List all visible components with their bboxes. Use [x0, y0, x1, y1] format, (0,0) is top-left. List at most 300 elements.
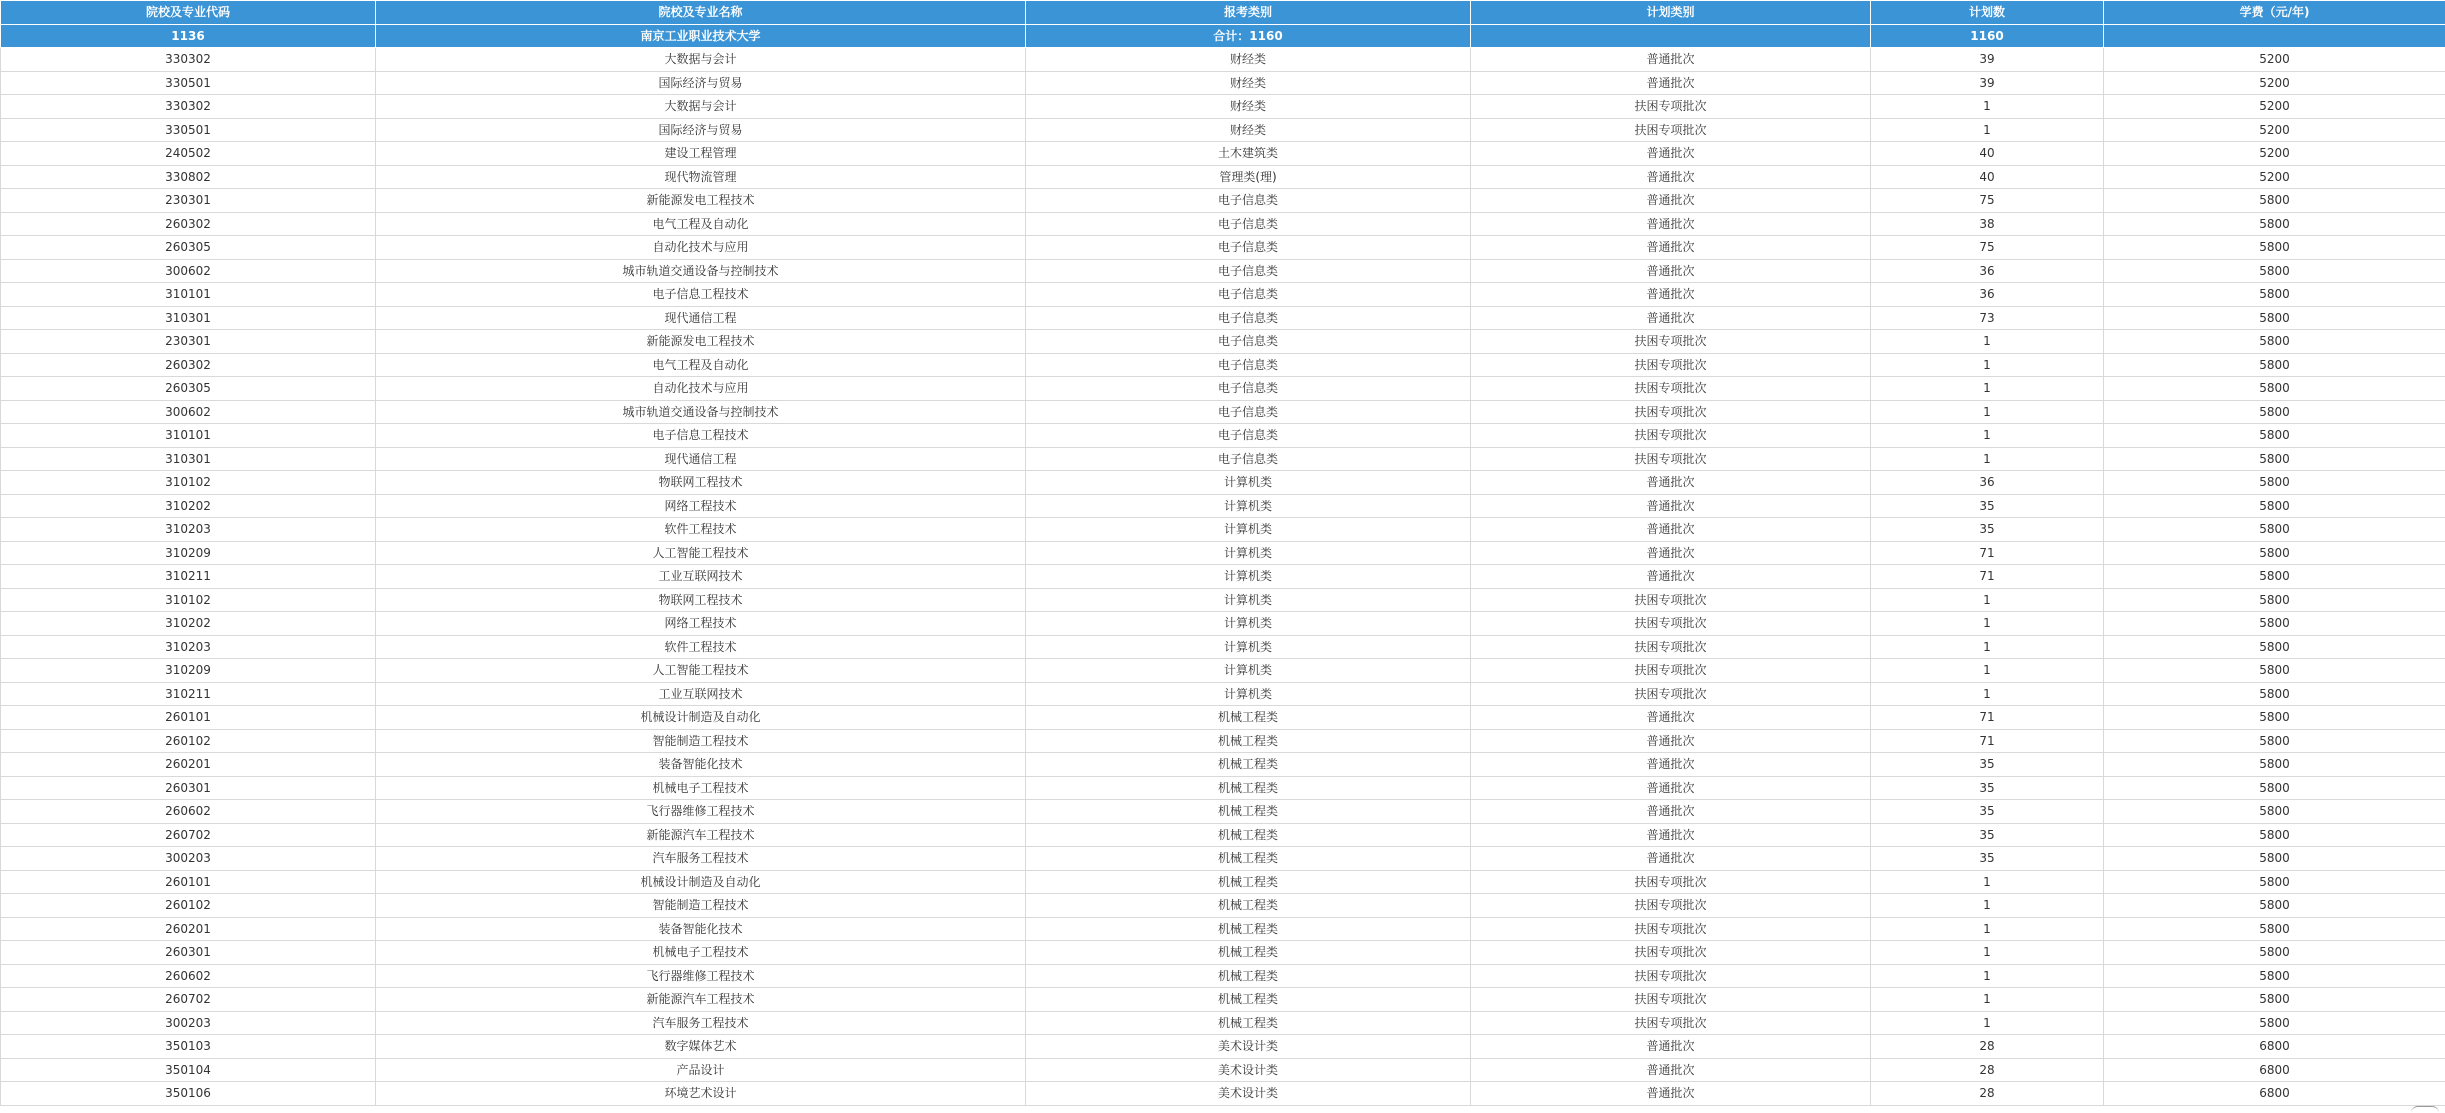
- plan-count: 40: [1871, 165, 2104, 189]
- major-code: 310203: [1, 635, 376, 659]
- major-name: 新能源汽车工程技术: [376, 823, 1026, 847]
- plan-type: 普通批次: [1471, 494, 1871, 518]
- major-name: 城市轨道交通设备与控制技术: [376, 400, 1026, 424]
- plan-type: 普通批次: [1471, 48, 1871, 72]
- plan-type: 扶困专项批次: [1471, 1011, 1871, 1035]
- table-row: [1, 753, 2445, 777]
- major-name: 物联网工程技术: [376, 588, 1026, 612]
- major-name: 建设工程管理: [376, 142, 1026, 166]
- major-name: 智能制造工程技术: [376, 894, 1026, 918]
- plan-count: 36: [1871, 471, 2104, 495]
- major-name: 新能源发电工程技术: [376, 189, 1026, 213]
- exam-category: 计算机类: [1026, 659, 1471, 683]
- plan-count: 36: [1871, 259, 2104, 283]
- plan-type: 扶困专项批次: [1471, 118, 1871, 142]
- major-name: 飞行器维修工程技术: [376, 964, 1026, 988]
- tuition-fee: 5200: [2104, 142, 2445, 166]
- plan-type: 普通批次: [1471, 259, 1871, 283]
- tuition-fee: 5200: [2104, 48, 2445, 72]
- plan-type: 普通批次: [1471, 1058, 1871, 1082]
- tuition-fee: 5800: [2104, 306, 2445, 330]
- major-code: 310209: [1, 541, 376, 565]
- exam-category: 计算机类: [1026, 588, 1471, 612]
- table-row: [1, 635, 2445, 659]
- plan-count: 1: [1871, 588, 2104, 612]
- plan-count: 1: [1871, 447, 2104, 471]
- tuition-fee: 5800: [2104, 400, 2445, 424]
- plan-count: 28: [1871, 1035, 2104, 1059]
- plan-type: 普通批次: [1471, 706, 1871, 730]
- major-name: 工业互联网技术: [376, 682, 1026, 706]
- plan-type: 扶困专项批次: [1471, 400, 1871, 424]
- major-code: 260102: [1, 894, 376, 918]
- major-name: 汽车服务工程技术: [376, 1011, 1026, 1035]
- exam-category: 机械工程类: [1026, 776, 1471, 800]
- header-category: 报考类别: [1026, 1, 1471, 25]
- major-name: 电子信息工程技术: [376, 283, 1026, 307]
- tuition-fee: 5800: [2104, 776, 2445, 800]
- plan-count: 38: [1871, 212, 2104, 236]
- major-code: 300602: [1, 259, 376, 283]
- tuition-fee: 5800: [2104, 494, 2445, 518]
- plan-count: 36: [1871, 283, 2104, 307]
- plan-type: 普通批次: [1471, 565, 1871, 589]
- tuition-fee: 5800: [2104, 612, 2445, 636]
- table-row: [1, 259, 2445, 283]
- plan-count: 35: [1871, 776, 2104, 800]
- major-name: 机械电子工程技术: [376, 776, 1026, 800]
- table-row: [1, 377, 2445, 401]
- major-code: 300203: [1, 847, 376, 871]
- exam-category: 财经类: [1026, 48, 1471, 72]
- major-code: 310301: [1, 447, 376, 471]
- plan-type: 扶困专项批次: [1471, 330, 1871, 354]
- major-code: 260305: [1, 236, 376, 260]
- major-code: 260101: [1, 870, 376, 894]
- exam-category: 管理类(理): [1026, 165, 1471, 189]
- exam-category: 电子信息类: [1026, 377, 1471, 401]
- tuition-fee: 5800: [2104, 588, 2445, 612]
- major-name: 现代物流管理: [376, 165, 1026, 189]
- exam-category: 机械工程类: [1026, 823, 1471, 847]
- header-fee: 学费（元/年): [2104, 1, 2445, 25]
- table-row: [1, 236, 2445, 260]
- major-code: 330501: [1, 118, 376, 142]
- table-row: [1, 471, 2445, 495]
- major-code: 240502: [1, 142, 376, 166]
- exam-category: 电子信息类: [1026, 259, 1471, 283]
- major-name: 电气工程及自动化: [376, 353, 1026, 377]
- table-row: [1, 964, 2445, 988]
- school-summary-row: [1, 24, 2445, 48]
- major-code: 310211: [1, 682, 376, 706]
- plan-type: 扶困专项批次: [1471, 682, 1871, 706]
- tuition-fee: 5800: [2104, 1011, 2445, 1035]
- table-row: [1, 494, 2445, 518]
- plan-count: 1: [1871, 330, 2104, 354]
- table-row: [1, 612, 2445, 636]
- plan-type: 普通批次: [1471, 236, 1871, 260]
- table-row: [1, 941, 2445, 965]
- table-row: [1, 706, 2445, 730]
- plan-count: 35: [1871, 847, 2104, 871]
- table-row: [1, 353, 2445, 377]
- exam-category: 电子信息类: [1026, 400, 1471, 424]
- tuition-fee: 5800: [2104, 706, 2445, 730]
- plan-type: 普通批次: [1471, 306, 1871, 330]
- table-row: [1, 518, 2445, 542]
- header-plan-type: 计划类别: [1471, 1, 1871, 25]
- exam-category: 电子信息类: [1026, 353, 1471, 377]
- plan-type: 普通批次: [1471, 165, 1871, 189]
- plan-type: 扶困专项批次: [1471, 353, 1871, 377]
- major-name: 装备智能化技术: [376, 917, 1026, 941]
- plan-count: 28: [1871, 1058, 2104, 1082]
- plan-count: 1: [1871, 353, 2104, 377]
- tuition-fee: 5800: [2104, 541, 2445, 565]
- tuition-fee: 5800: [2104, 259, 2445, 283]
- tuition-fee: 5800: [2104, 189, 2445, 213]
- plan-type: 扶困专项批次: [1471, 870, 1871, 894]
- plan-type: 扶困专项批次: [1471, 659, 1871, 683]
- plan-count: 35: [1871, 494, 2104, 518]
- plan-type: 普通批次: [1471, 142, 1871, 166]
- table-row: [1, 729, 2445, 753]
- major-code: 260302: [1, 353, 376, 377]
- major-name: 智能制造工程技术: [376, 729, 1026, 753]
- tuition-fee: 5800: [2104, 424, 2445, 448]
- table-row: [1, 541, 2445, 565]
- exam-category: 机械工程类: [1026, 1011, 1471, 1035]
- tuition-fee: 5800: [2104, 917, 2445, 941]
- tuition-fee: 5800: [2104, 635, 2445, 659]
- exam-category: 计算机类: [1026, 682, 1471, 706]
- plan-count: 1: [1871, 917, 2104, 941]
- table-row: [1, 71, 2445, 95]
- major-code: 260102: [1, 729, 376, 753]
- major-name: 城市轨道交通设备与控制技术: [376, 259, 1026, 283]
- header-code: 院校及专业代码: [1, 1, 376, 25]
- table-row: [1, 588, 2445, 612]
- major-code: 330501: [1, 71, 376, 95]
- table-row: [1, 870, 2445, 894]
- exam-category: 电子信息类: [1026, 212, 1471, 236]
- major-name: 物联网工程技术: [376, 471, 1026, 495]
- table-row: [1, 776, 2445, 800]
- exam-category: 计算机类: [1026, 471, 1471, 495]
- plan-type: 扶困专项批次: [1471, 377, 1871, 401]
- major-name: 国际经济与贸易: [376, 118, 1026, 142]
- table-row: [1, 447, 2445, 471]
- tuition-fee: 5800: [2104, 283, 2445, 307]
- major-name: 现代通信工程: [376, 306, 1026, 330]
- exam-category: 计算机类: [1026, 612, 1471, 636]
- table-row: [1, 189, 2445, 213]
- plan-count: 1: [1871, 964, 2104, 988]
- tuition-fee: 5800: [2104, 988, 2445, 1012]
- plan-count: 1: [1871, 612, 2104, 636]
- major-name: 软件工程技术: [376, 635, 1026, 659]
- plan-count: 1: [1871, 400, 2104, 424]
- major-code: 310202: [1, 494, 376, 518]
- major-name: 装备智能化技术: [376, 753, 1026, 777]
- plan-count: 1: [1871, 894, 2104, 918]
- major-code: 260602: [1, 800, 376, 824]
- plan-type: 扶困专项批次: [1471, 988, 1871, 1012]
- plan-type: 普通批次: [1471, 71, 1871, 95]
- school-code: 1136: [1, 24, 376, 48]
- table-row: [1, 682, 2445, 706]
- tuition-fee: 5200: [2104, 71, 2445, 95]
- tuition-fee: 5800: [2104, 471, 2445, 495]
- plan-count: 75: [1871, 236, 2104, 260]
- exam-category: 机械工程类: [1026, 870, 1471, 894]
- major-name: 环境艺术设计: [376, 1082, 1026, 1106]
- exam-category: 财经类: [1026, 71, 1471, 95]
- school-count: 1160: [1871, 24, 2104, 48]
- school-total: 合计：1160: [1026, 24, 1471, 48]
- major-code: 310203: [1, 518, 376, 542]
- exam-category: 机械工程类: [1026, 964, 1471, 988]
- plan-type: 扶困专项批次: [1471, 588, 1871, 612]
- table-row: [1, 800, 2445, 824]
- major-code: 260302: [1, 212, 376, 236]
- plan-type: 普通批次: [1471, 800, 1871, 824]
- table-row: [1, 1035, 2445, 1059]
- plan-count: 1: [1871, 1011, 2104, 1035]
- header-count: 计划数: [1871, 1, 2104, 25]
- exam-category: 美术设计类: [1026, 1035, 1471, 1059]
- table-row: [1, 165, 2445, 189]
- tuition-fee: 5800: [2104, 212, 2445, 236]
- tuition-fee: 5800: [2104, 447, 2445, 471]
- plan-count: 1: [1871, 635, 2104, 659]
- plan-count: 71: [1871, 729, 2104, 753]
- table-row: [1, 400, 2445, 424]
- major-name: 网络工程技术: [376, 494, 1026, 518]
- plan-count: 35: [1871, 800, 2104, 824]
- table-row: [1, 424, 2445, 448]
- plan-type: 扶困专项批次: [1471, 917, 1871, 941]
- plan-count: 71: [1871, 541, 2104, 565]
- plan-type: 普通批次: [1471, 212, 1871, 236]
- tuition-fee: 6800: [2104, 1035, 2445, 1059]
- major-name: 飞行器维修工程技术: [376, 800, 1026, 824]
- exam-category: 计算机类: [1026, 565, 1471, 589]
- exam-category: 电子信息类: [1026, 330, 1471, 354]
- major-name: 电子信息工程技术: [376, 424, 1026, 448]
- tuition-fee: 5200: [2104, 95, 2445, 119]
- table-row: [1, 847, 2445, 871]
- major-name: 新能源汽车工程技术: [376, 988, 1026, 1012]
- table-row: [1, 306, 2445, 330]
- exam-category: 电子信息类: [1026, 424, 1471, 448]
- table-row: [1, 917, 2445, 941]
- exam-category: 计算机类: [1026, 635, 1471, 659]
- exam-category: 财经类: [1026, 118, 1471, 142]
- major-code: 350106: [1, 1082, 376, 1106]
- exam-category: 机械工程类: [1026, 800, 1471, 824]
- tuition-fee: 5800: [2104, 330, 2445, 354]
- major-name: 机械设计制造及自动化: [376, 870, 1026, 894]
- plan-count: 71: [1871, 565, 2104, 589]
- plan-count: 1: [1871, 424, 2104, 448]
- plan-count: 35: [1871, 518, 2104, 542]
- plan-count: 39: [1871, 71, 2104, 95]
- major-code: 350104: [1, 1058, 376, 1082]
- plan-type: 普通批次: [1471, 283, 1871, 307]
- major-code: 310211: [1, 565, 376, 589]
- major-name: 机械设计制造及自动化: [376, 706, 1026, 730]
- major-name: 新能源发电工程技术: [376, 330, 1026, 354]
- exam-category: 机械工程类: [1026, 988, 1471, 1012]
- tuition-fee: 5800: [2104, 682, 2445, 706]
- tuition-fee: 5800: [2104, 518, 2445, 542]
- plan-count: 1: [1871, 118, 2104, 142]
- major-name: 自动化技术与应用: [376, 236, 1026, 260]
- plan-type: 扶困专项批次: [1471, 894, 1871, 918]
- plan-count: 1: [1871, 95, 2104, 119]
- major-code: 310202: [1, 612, 376, 636]
- tuition-fee: 5200: [2104, 118, 2445, 142]
- major-name: 国际经济与贸易: [376, 71, 1026, 95]
- plan-type: 扶困专项批次: [1471, 941, 1871, 965]
- exam-category: 美术设计类: [1026, 1058, 1471, 1082]
- tuition-fee: 5800: [2104, 800, 2445, 824]
- exam-category: 电子信息类: [1026, 236, 1471, 260]
- table-row: [1, 894, 2445, 918]
- exam-category: 电子信息类: [1026, 306, 1471, 330]
- major-code: 260201: [1, 917, 376, 941]
- table-row: [1, 1082, 2445, 1106]
- table-row: [1, 1011, 2445, 1035]
- major-code: 230301: [1, 330, 376, 354]
- major-name: 网络工程技术: [376, 612, 1026, 636]
- table-row: [1, 142, 2445, 166]
- plan-count: 1: [1871, 941, 2104, 965]
- exam-category: 电子信息类: [1026, 447, 1471, 471]
- plan-count: 1: [1871, 988, 2104, 1012]
- exam-category: 美术设计类: [1026, 1082, 1471, 1106]
- major-name: 人工智能工程技术: [376, 659, 1026, 683]
- plan-count: 1: [1871, 659, 2104, 683]
- major-code: 260702: [1, 823, 376, 847]
- tuition-fee: 6800: [2104, 1058, 2445, 1082]
- plan-count: 71: [1871, 706, 2104, 730]
- plan-count: 73: [1871, 306, 2104, 330]
- exam-category: 电子信息类: [1026, 189, 1471, 213]
- plan-type: 普通批次: [1471, 189, 1871, 213]
- table-row: [1, 659, 2445, 683]
- major-name: 数字媒体艺术: [376, 1035, 1026, 1059]
- table-row: [1, 823, 2445, 847]
- tuition-fee: 5800: [2104, 565, 2445, 589]
- major-name: 机械电子工程技术: [376, 941, 1026, 965]
- plan-type: 普通批次: [1471, 847, 1871, 871]
- major-code: 330802: [1, 165, 376, 189]
- plan-count: 1: [1871, 377, 2104, 401]
- major-code: 230301: [1, 189, 376, 213]
- tuition-fee: 5800: [2104, 964, 2445, 988]
- major-code: 260301: [1, 941, 376, 965]
- exam-category: 电子信息类: [1026, 283, 1471, 307]
- exam-category: 机械工程类: [1026, 753, 1471, 777]
- plan-count: 75: [1871, 189, 2104, 213]
- tuition-fee: 5800: [2104, 823, 2445, 847]
- exam-category: 机械工程类: [1026, 706, 1471, 730]
- table-row: [1, 565, 2445, 589]
- scroll-indicator: [2411, 1106, 2439, 1113]
- school-plan-type: [1471, 24, 1871, 48]
- plan-type: 扶困专项批次: [1471, 635, 1871, 659]
- major-code: 310101: [1, 283, 376, 307]
- school-name: 南京工业职业技术大学: [376, 24, 1026, 48]
- tuition-fee: 5800: [2104, 941, 2445, 965]
- table-row: [1, 1058, 2445, 1082]
- major-name: 现代通信工程: [376, 447, 1026, 471]
- major-name: 大数据与会计: [376, 95, 1026, 119]
- plan-count: 1: [1871, 682, 2104, 706]
- plan-type: 普通批次: [1471, 1082, 1871, 1106]
- plan-count: 40: [1871, 142, 2104, 166]
- exam-category: 计算机类: [1026, 494, 1471, 518]
- major-code: 310102: [1, 471, 376, 495]
- plan-type: 普通批次: [1471, 753, 1871, 777]
- plan-count: 28: [1871, 1082, 2104, 1106]
- major-code: 260602: [1, 964, 376, 988]
- tuition-fee: 5800: [2104, 894, 2445, 918]
- exam-category: 机械工程类: [1026, 729, 1471, 753]
- exam-category: 机械工程类: [1026, 847, 1471, 871]
- major-name: 汽车服务工程技术: [376, 847, 1026, 871]
- plan-type: 普通批次: [1471, 823, 1871, 847]
- tuition-fee: 5800: [2104, 659, 2445, 683]
- plan-type: 普通批次: [1471, 1035, 1871, 1059]
- table-row: [1, 988, 2445, 1012]
- plan-count: 1: [1871, 870, 2104, 894]
- table-header-row: [1, 1, 2445, 25]
- tuition-fee: 5800: [2104, 236, 2445, 260]
- major-code: 330302: [1, 95, 376, 119]
- major-code: 350103: [1, 1035, 376, 1059]
- header-name: 院校及专业名称: [376, 1, 1026, 25]
- major-name: 自动化技术与应用: [376, 377, 1026, 401]
- exam-category: 机械工程类: [1026, 894, 1471, 918]
- school-fee: [2104, 24, 2445, 48]
- tuition-fee: 5800: [2104, 377, 2445, 401]
- plan-type: 扶困专项批次: [1471, 95, 1871, 119]
- tuition-fee: 5800: [2104, 870, 2445, 894]
- exam-category: 计算机类: [1026, 518, 1471, 542]
- plan-type: 普通批次: [1471, 541, 1871, 565]
- major-code: 310101: [1, 424, 376, 448]
- table-row: [1, 48, 2445, 72]
- plan-type: 普通批次: [1471, 471, 1871, 495]
- plan-type: 扶困专项批次: [1471, 447, 1871, 471]
- major-code: 330302: [1, 48, 376, 72]
- major-code: 260301: [1, 776, 376, 800]
- table-row: [1, 283, 2445, 307]
- tuition-fee: 5200: [2104, 165, 2445, 189]
- exam-category: 机械工程类: [1026, 917, 1471, 941]
- table-row: [1, 118, 2445, 142]
- plan-count: 35: [1871, 823, 2104, 847]
- major-name: 大数据与会计: [376, 48, 1026, 72]
- exam-category: 土木建筑类: [1026, 142, 1471, 166]
- tuition-fee: 5800: [2104, 353, 2445, 377]
- tuition-fee: 5800: [2104, 753, 2445, 777]
- plan-type: 普通批次: [1471, 729, 1871, 753]
